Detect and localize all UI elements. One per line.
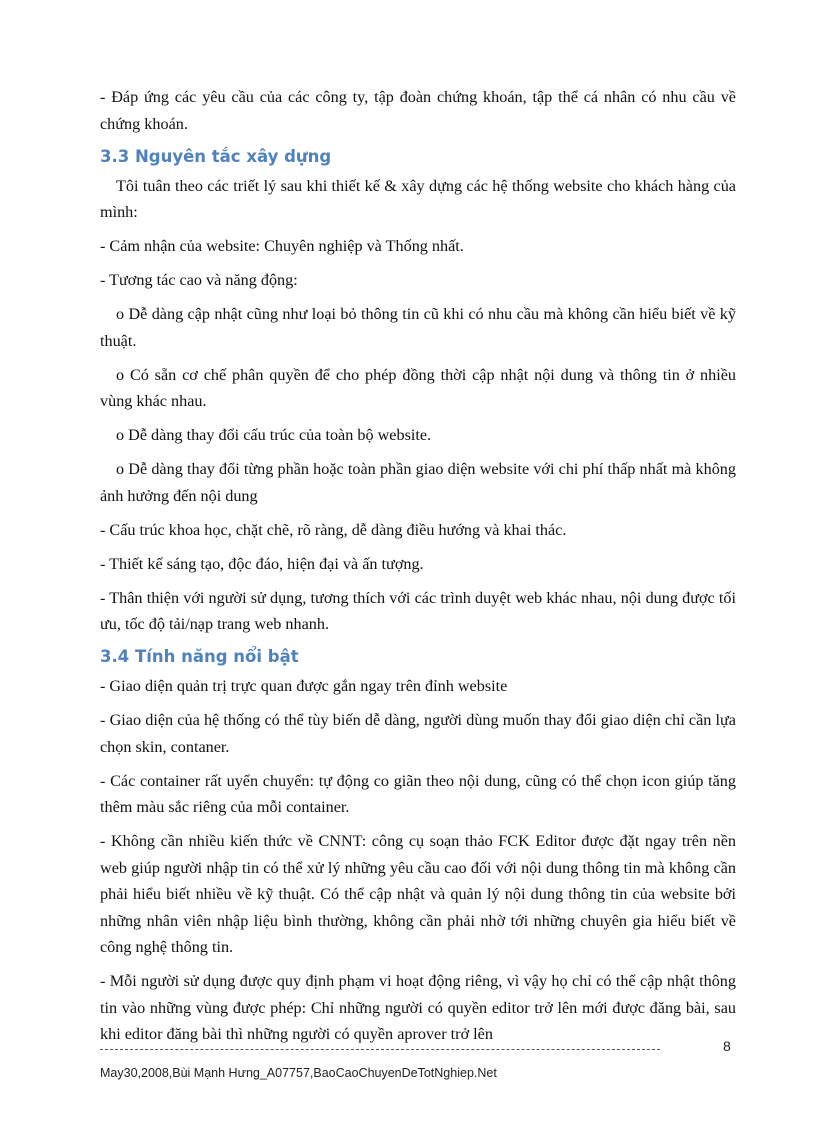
list-item: - Cấu trúc khoa học, chặt chẽ, rõ ràng, dễ dàng điều hướng và khai thác. bbox=[100, 520, 567, 539]
sub-list-item: o Có sẵn cơ chế phân quyền để cho phép đồng thời cập nhật nội dung và thông tin ở nhiều vùng khác nhau. bbox=[100, 365, 736, 410]
list-item: - Giao diện quản trị trực quan được gắn ngay trên đỉnh website bbox=[100, 677, 508, 695]
list-item: - Cảm nhận của website: Chuyên nghiệp và Thống nhất. bbox=[100, 237, 464, 255]
paragraph: - Đáp ứng các yêu cầu của các công ty, tập đoàn chứng khoán, tập thể cá nhân có nhu cầu về chứng khoán. bbox=[100, 88, 736, 133]
paragraph: Tôi tuân theo các triết lý sau khi thiết kế & xây dựng các hệ thống website cho khách hàng của mình: bbox=[100, 176, 736, 221]
section-heading-3-3: 3.3 Nguyên tắc xây dựng bbox=[100, 146, 332, 166]
list-item: - Tương tác cao và năng động: bbox=[100, 271, 298, 289]
list-item: - Các container rất uyển chuyển: tự động co giãn theo nội dung, cũng có thể chọn icon giúp tăng thêm màu sắc riêng của mỗi container. bbox=[100, 771, 736, 816]
page-content bbox=[100, 84, 736, 1048]
list-item: - Mỗi người sử dụng được quy định phạm vi hoạt động riêng, vì vậy họ chỉ có thể cập nhật thông tin vào những vùng được phép: Chỉ những người có quyền editor trở lên mới được đăng bài, sau khi editor đăng bài thì những người có quyền aprover trở lên bbox=[100, 972, 736, 1043]
list-item: - Giao diện của hệ thống có thể tùy biến dễ dàng, người dùng muốn thay đổi giao diện chỉ cần lựa chọn skin, contaner. bbox=[100, 711, 736, 756]
sub-list-item: o Dễ dàng cập nhật cũng như loại bỏ thông tin cũ khi có nhu cầu mà không cần hiểu biết về kỹ thuật. bbox=[100, 305, 736, 350]
page-number: 8 bbox=[723, 1038, 731, 1054]
footer-text: May30,2008,Bùi Mạnh Hưng_A07757,BaoCaoChuyenDeTotNghiep.Net bbox=[100, 1066, 497, 1080]
footer-divider bbox=[100, 1049, 660, 1050]
sub-list-item: o Dễ dàng thay đổi từng phần hoặc toàn phần giao diện website với chi phí thấp nhất mà không ảnh hưởng đến nội dung bbox=[100, 460, 736, 505]
list-item: - Không cần nhiều kiến thức về CNNT: công cụ soạn thảo FCK Editor được đặt ngay trên nền web giúp người nhập tin có thể xử lý những yêu cầu cao đối với nội dung thông tin mà không cần phải hiểu biết nhiều về kỹ thuật. Có thể cập nhật và quản lý nội dung thông tin của website bởi những nhân viên nhập liệu bình thường, không cần phải nhờ tới những chuyên gia hiểu biết về công nghệ thông tin. bbox=[100, 832, 736, 956]
sub-list-item: o Dễ dàng thay đổi cấu trúc của toàn bộ website. bbox=[116, 426, 432, 444]
list-item: - Thiết kế sáng tạo, độc đáo, hiện đại và ấn tượng. bbox=[100, 554, 424, 573]
section-heading-3-4: 3.4 Tính năng nổi bật bbox=[100, 647, 299, 666]
list-item: - Thân thiện với người sử dụng, tương thích với các trình duyệt web khác nhau, nội dung được tối ưu, tốc độ tải/nạp trang web nhanh. bbox=[100, 588, 736, 633]
